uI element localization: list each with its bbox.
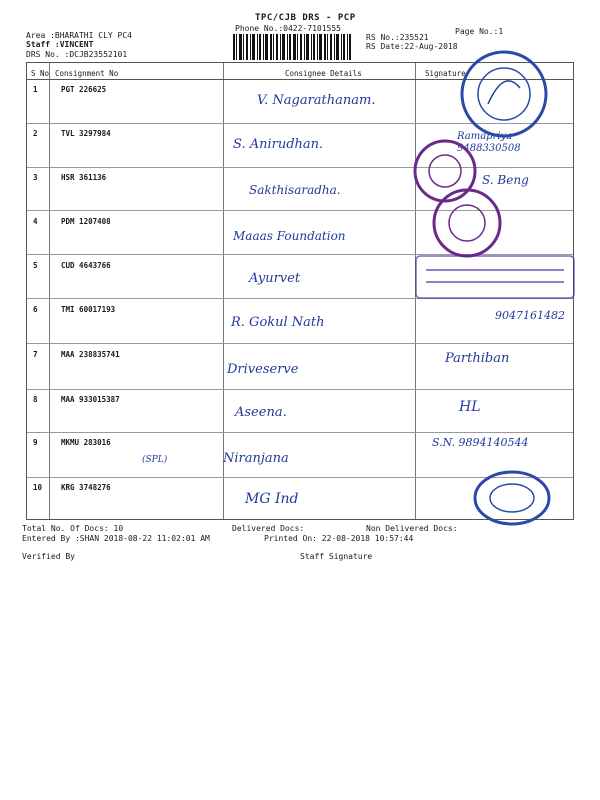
verified-by: Verified By — [22, 552, 75, 561]
row-8-sno: 8 — [33, 395, 38, 404]
row-9-sno: 9 — [33, 438, 38, 447]
row-1-consignment: PGT 226625 — [61, 85, 107, 94]
company-seal-stamp-6 — [472, 468, 552, 528]
row-3-sno: 3 — [33, 173, 38, 182]
row-6-consignment: TMI 60017193 — [61, 305, 116, 314]
row-8-consignee: Aseena. — [235, 405, 287, 420]
row-10-consignment: KRG 3748276 — [61, 483, 111, 492]
printed-on: Printed On: 22-08-2018 10:57:44 — [264, 534, 414, 543]
company-seal-stamp-1 — [458, 48, 550, 140]
row-10-sno: 10 — [33, 483, 43, 492]
company-rectangular-stamp — [414, 254, 576, 300]
row-7-signature: Parthiban — [445, 351, 510, 366]
col-header-consignee: Consignee Details — [285, 69, 362, 78]
row-9-consignment: MKMU 283016 — [61, 438, 111, 447]
col-header-signature: Signature — [425, 69, 466, 78]
row-9-consignee: Niranjana — [223, 451, 289, 466]
row-9-note: (SPL) — [142, 455, 168, 465]
row-4-consignment: PDM 1207408 — [61, 217, 111, 226]
page-number: Page No.:1 — [455, 27, 504, 36]
row-5-sno: 5 — [33, 261, 38, 270]
drs-number: DRS No. :DCJB23552101 — [26, 50, 128, 59]
row-1-sno: 1 — [33, 85, 38, 94]
staff-label: Staff :VINCENT — [26, 40, 94, 49]
rs-date: RS Date:22-Aug-2018 — [366, 42, 458, 51]
row-5-consignee: Ayurvet — [249, 271, 301, 286]
row-3-signature: S. Beng — [482, 173, 529, 187]
col-header-consignment: Consignment No — [55, 69, 119, 78]
document-title: TPC/CJB DRS - PCP — [255, 13, 356, 23]
row-2-signature: Ramapriya 9488330508 — [457, 131, 521, 154]
non-delivered-docs: Non Delivered Docs: — [366, 524, 458, 533]
row-9-signature: S.N. 9894140544 — [432, 436, 529, 449]
phone-number: Phone No.:0422-7101555 — [235, 24, 341, 33]
row-4-consignee: Maaas Foundation — [233, 229, 346, 243]
row-1-consignee: V. Nagarathanam. — [257, 93, 376, 108]
row-10-consignee: MG Ind — [245, 491, 299, 507]
total-docs: Total No. Of Docs: 10 — [22, 524, 124, 533]
row-2-sno: 2 — [33, 129, 38, 138]
company-seal-stamp-3 — [430, 186, 504, 260]
row-2-consignee: S. Anirudhan. — [233, 137, 324, 152]
row-4-sno: 4 — [33, 217, 38, 226]
row-7-consignee: Driveserve — [227, 362, 299, 377]
barcode — [233, 34, 351, 60]
delivered-docs: Delivered Docs: — [232, 524, 305, 533]
area-label: Area :BHARATHI CLY PC4 — [26, 31, 132, 40]
row-8-consignment: MAA 933015387 — [61, 395, 120, 404]
row-8-signature: HL — [459, 399, 481, 415]
row-7-consignment: MAA 238835741 — [61, 350, 120, 359]
entered-by: Entered By :SHAN 2018-08-22 11:02:01 AM — [22, 534, 210, 543]
col-header-sno: S No — [31, 69, 50, 78]
row-5-consignment: CUD 4643766 — [61, 261, 111, 270]
row-3-consignee: Sakthisaradha. — [249, 183, 341, 197]
staff-signature: Staff Signature — [300, 552, 373, 561]
row-6-sno: 6 — [33, 305, 38, 314]
row-6-signature: 9047161482 — [495, 309, 565, 322]
row-2-consignment: TVL 3297984 — [61, 129, 111, 138]
rs-number: RS No.:235521 — [366, 33, 429, 42]
row-3-consignment: HSR 361136 — [61, 173, 107, 182]
row-7-sno: 7 — [33, 350, 38, 359]
row-6-consignee: R. Gokul Nath — [231, 315, 325, 330]
